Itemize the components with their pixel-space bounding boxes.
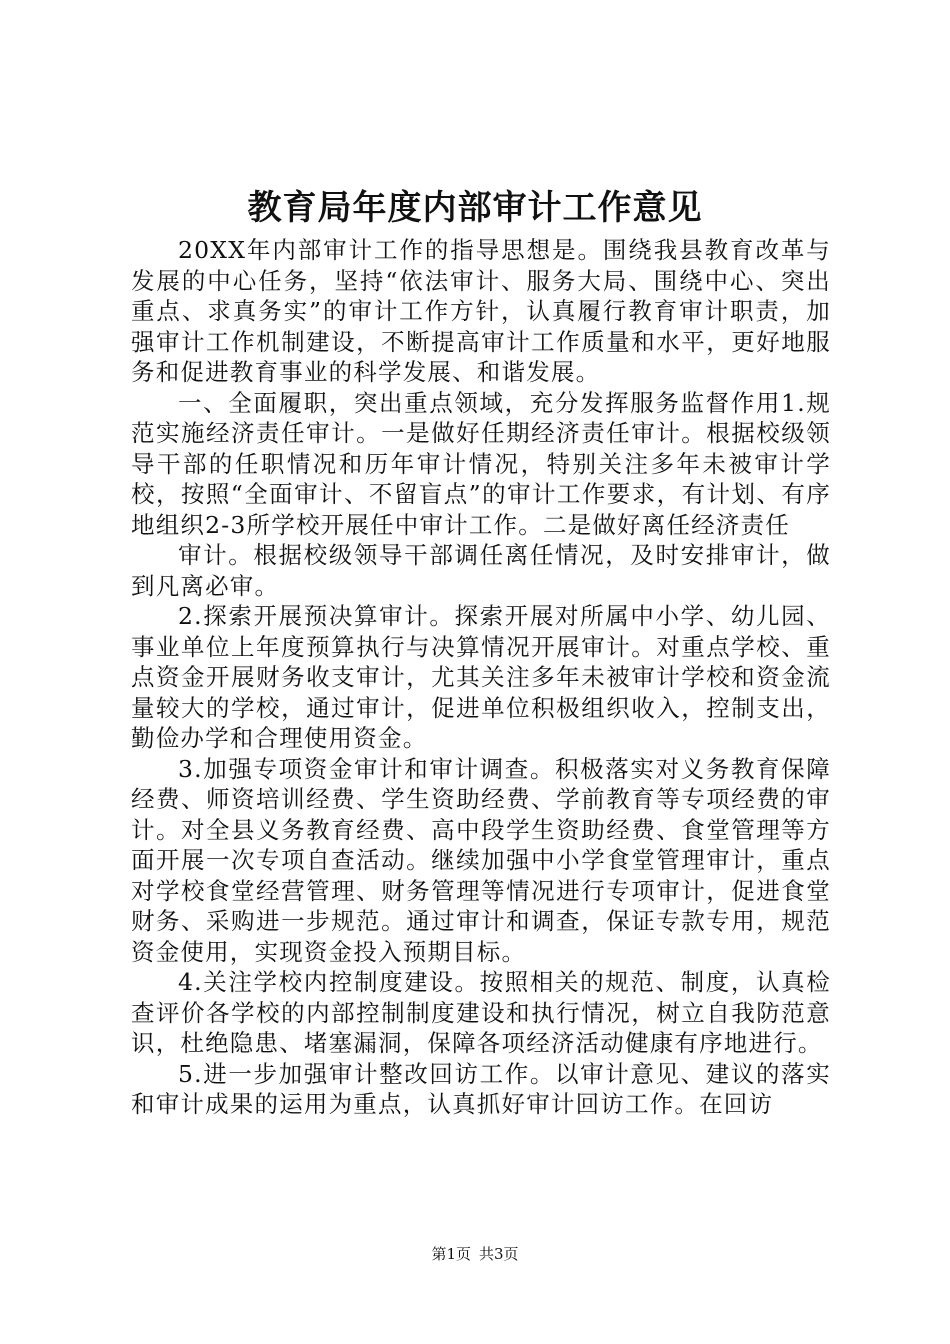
page-footer [0, 1243, 950, 1265]
document-body [131, 235, 831, 1120]
paragraph: 5.进一步加强审计整改回访工作。以审计意见、建议的落实和审计成果的运用为重点，认真抓好审计回访工作。在回访 [131, 1059, 831, 1118]
paragraph: 4.关注学校内控制度建设。按照相关的规范、制度，认真检查评价各学校的内部控制制度建设和执行情况，树立自我防范意识，杜绝隐患、堵塞漏洞，保障各项经济活动健康有序地进行。 [131, 968, 831, 1057]
paragraph: 3.加强专项资金审计和审计调查。积极落实对义务教育保障经费、师资培训经费、学生资助经费、学前教育等专项经费的审计。对全县义务教育经费、高中段学生资助经费、食堂管理等方面开展一次专项自查活动。继续加强中小学食堂管理审计，重点对学校食堂经营管理、财务管理等情况进行专项审计，促进食堂财务、采购进一步规范。通过审计和调查，保证专款专用，规范资金使用，实现资金投入预期目标。 [131, 754, 831, 966]
document-title: 教育局年度内部审计工作意见 [247, 188, 703, 228]
paragraph: 审计。根据校级领导干部调任离任情况，及时安排审计，做到凡离必审。 [131, 541, 831, 600]
page-number: 第1页 [431, 1245, 471, 1263]
paragraph: 一、全面履职，突出重点领域，充分发挥服务监督作用1.规范实施经济责任审计。一是做好任期经济责任审计。根据校级领导干部的任职情况和历年审计情况，特别关注多年未被审计学校，按照“全面审计、不留盲点”的审计工作要求，有计划、有序地组织2-3所学校开展任中审计工作。二是做好离任经济责任 [131, 388, 831, 539]
paragraph: 2.探索开展预决算审计。探索开展对所属中小学、幼儿园、事业单位上年度预算执行与决算情况开展审计。对重点学校、重点资金开展财务收支审计，尤其关注多年未被审计学校和资金流量较大的学校，通过审计，促进单位积极组织收入，控制支出，勤俭办学和合理使用资金。 [131, 602, 831, 752]
page-total: 共3页 [479, 1245, 519, 1263]
paragraph: 20XX年内部审计工作的指导思想是。围绕我县教育改革与发展的中心任务，坚持“依法审计、服务大局、围绕中心、突出重点、求真务实”的审计工作方针，认真履行教育审计职责，加强审计工作机制建设，不断提高审计工作质量和水平，更好地服务和促进教育事业的科学发展、和谐发展。 [131, 236, 831, 386]
